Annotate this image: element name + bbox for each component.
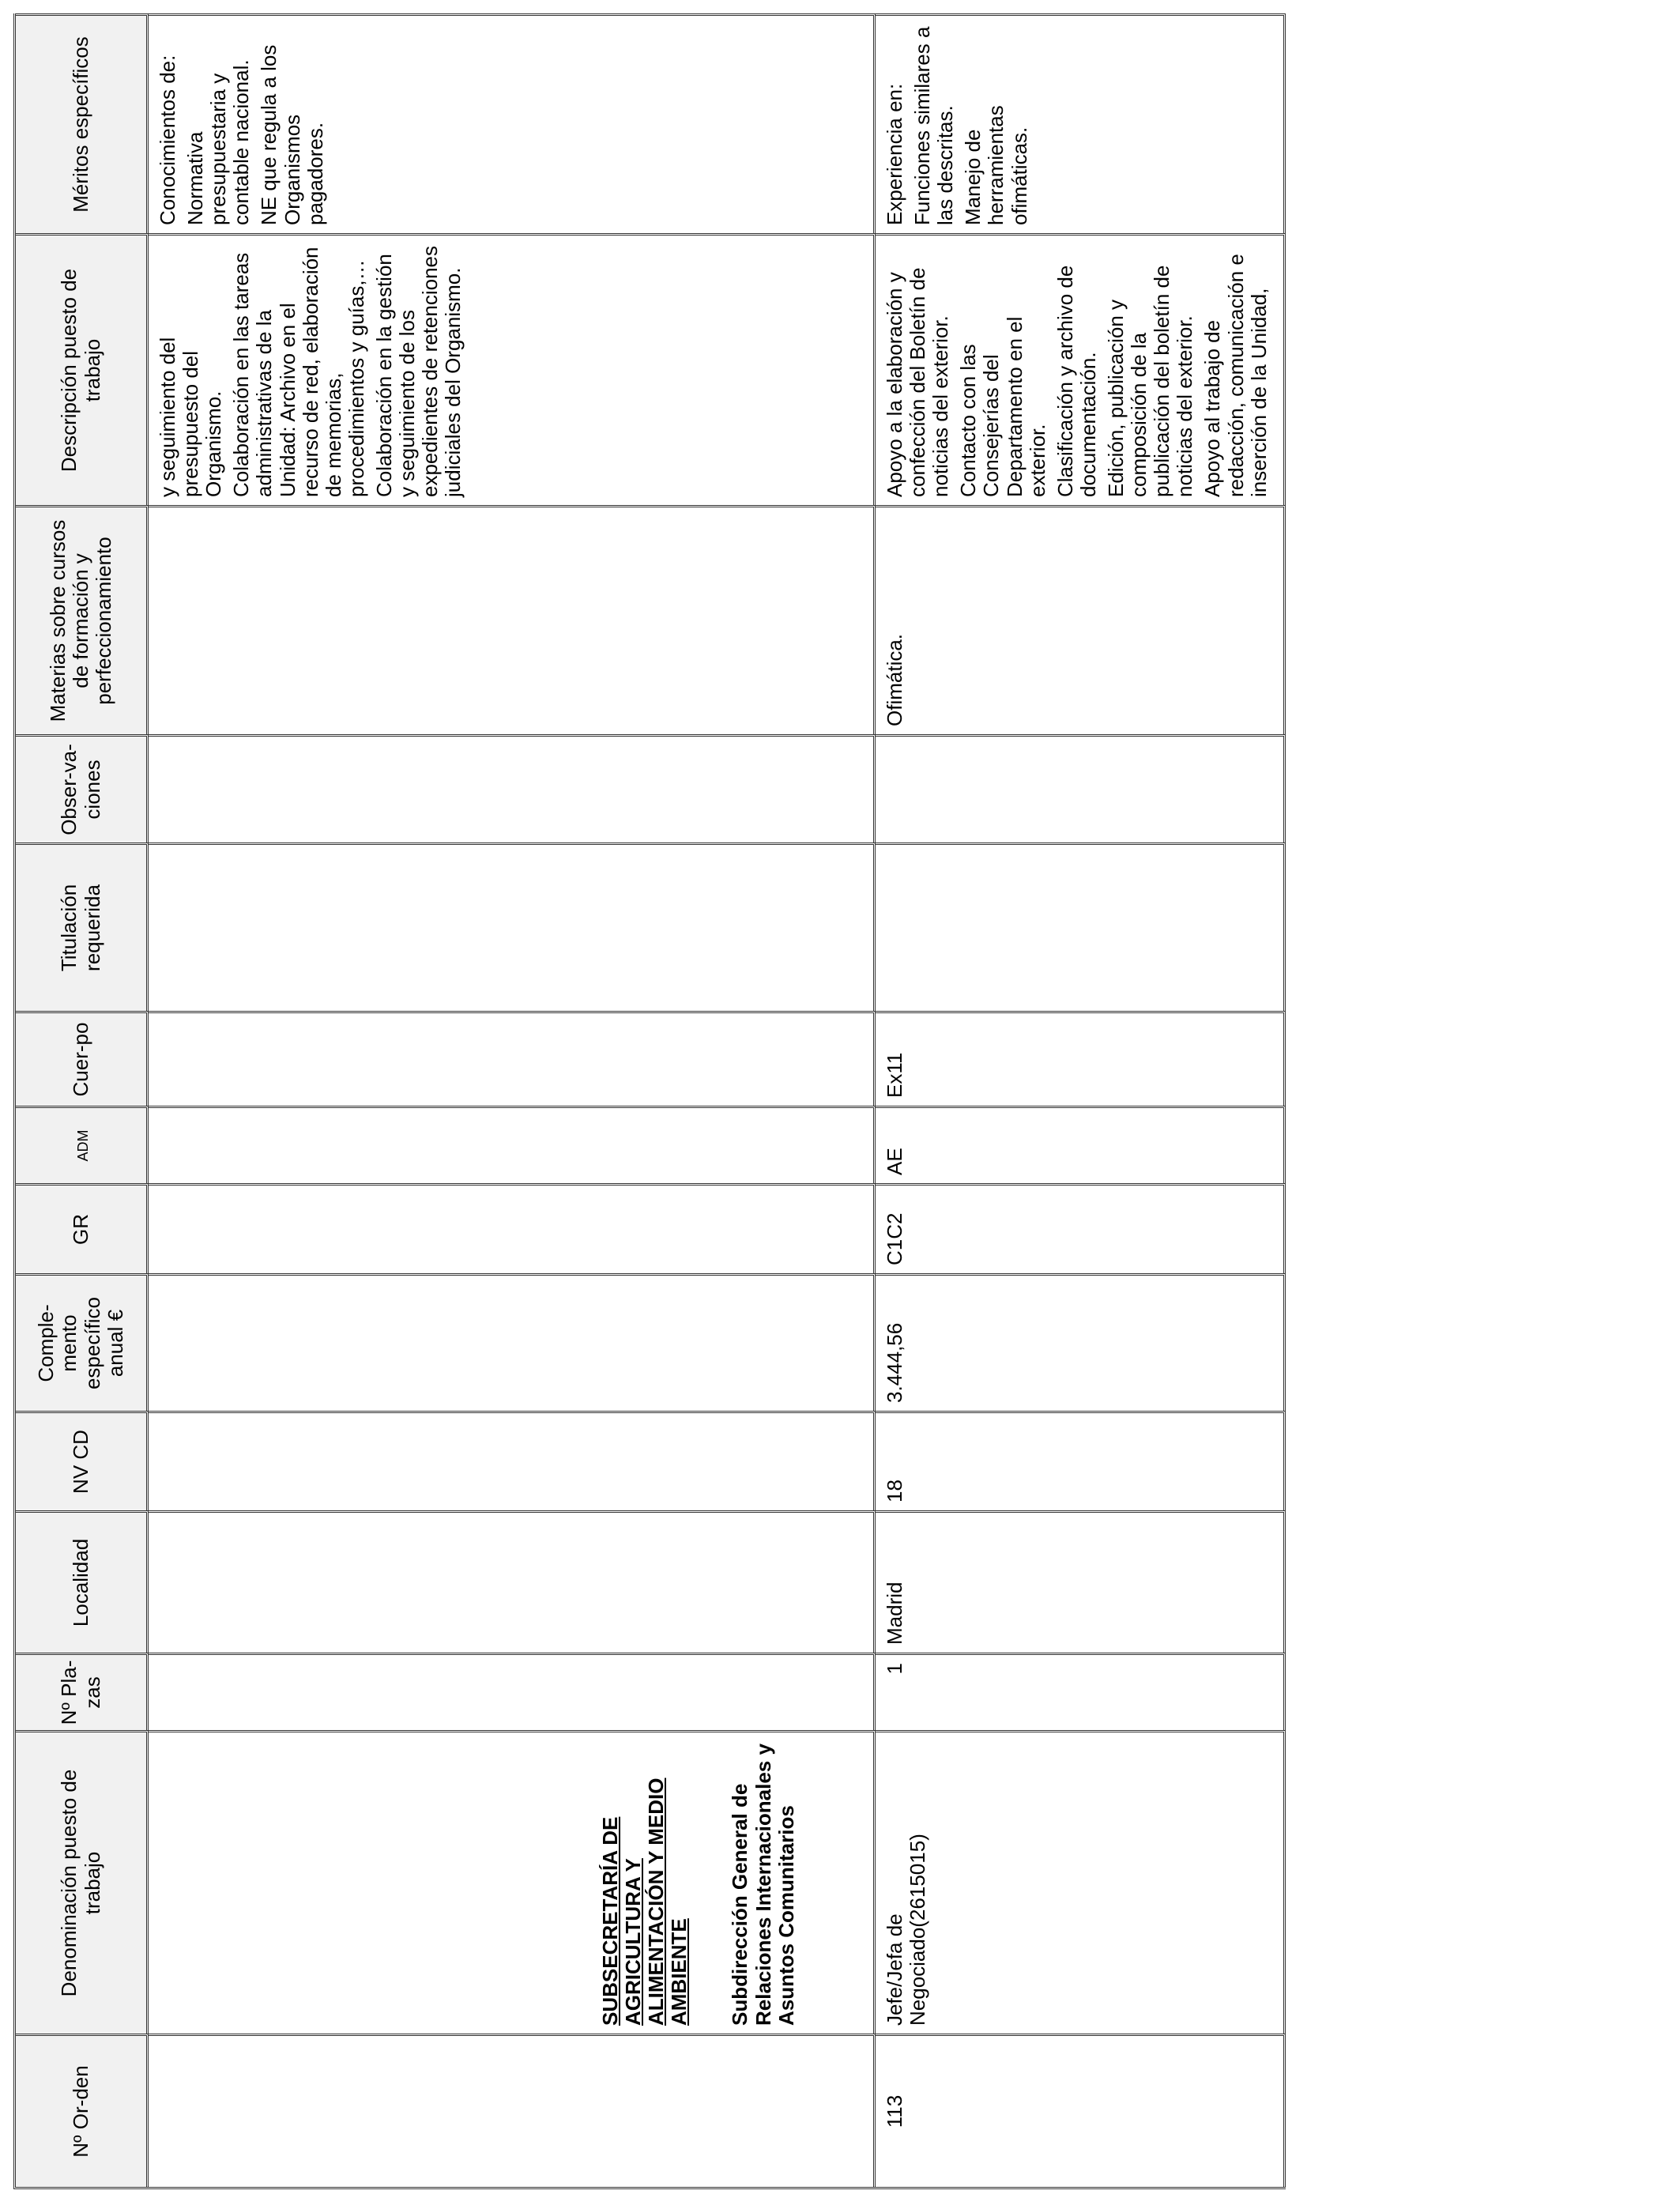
row-adm: AE [876, 1106, 1286, 1183]
header-row [16, 13, 149, 2187]
header-adm-label: ADM [74, 1129, 91, 1162]
cont-desc-line: Colaboración en la gestión y seguimiento de los expedientes de retenciones judiciales del Organismo. [371, 245, 465, 497]
row-localidad: Madrid [876, 1510, 1286, 1653]
cont-descripcion [149, 233, 876, 505]
section-title: SUBSECRETARÍA DE AGRICULTURA Y ALIMENTACIÓN Y MEDIO AMBIENTE [598, 1777, 691, 2026]
header-complemento: Comple-mento específico anual € [16, 1273, 149, 1411]
row-meritos [876, 13, 1286, 233]
job-positions-table [13, 13, 1286, 2189]
section-subtitle: Subdirección General de Relaciones Internacionales y Asuntos Comunitarios [728, 1744, 798, 2026]
row-orden: 113 [876, 2034, 1286, 2187]
row-titulacion [876, 843, 1286, 1011]
cont-merit-line: NE que regula a los Organismos pagadores. [257, 44, 327, 225]
row-desc-line: Apoyo a la elaboración y confección del Boletín de noticias del exterior. [883, 267, 953, 497]
row-merit-line: Manejo de herramientas ofimáticas. [961, 105, 1031, 225]
header-denominacion: Denominación puesto de trabajo [16, 1730, 149, 2034]
cont-plazas [149, 1653, 876, 1730]
cont-cuerpo [149, 1011, 876, 1106]
cont-titulacion [149, 843, 876, 1011]
cont-meritos [149, 13, 876, 233]
cont-materias [149, 505, 876, 734]
cont-orden [149, 2034, 876, 2187]
header-titulacion: Titulación requerida [16, 843, 149, 1011]
row-descripcion [876, 233, 1286, 505]
row-denominacion [876, 1730, 1286, 2034]
cont-complemento [149, 1273, 876, 1411]
row-nivel: 18 [876, 1411, 1286, 1510]
row-observaciones [876, 734, 1286, 843]
cont-grupo [149, 1183, 876, 1273]
rotated-page [13, 16, 1398, 2189]
header-plazas: Nº Pla-zas [16, 1653, 149, 1730]
table-row-113 [876, 13, 1286, 2187]
header-materias: Materias sobre cursos de formación y perfeccionamiento [16, 505, 149, 734]
row-grupo: C1C2 [876, 1183, 1286, 1273]
header-observaciones: Obser-va-ciones [16, 734, 149, 843]
row-desc-line: Clasificación y archivo de documentación. [1053, 265, 1100, 497]
row-complemento: 3.444,56 [876, 1273, 1286, 1411]
header-localidad: Localidad [16, 1510, 149, 1653]
header-nivel: NV CD [16, 1411, 149, 1510]
row-materias: Ofimática. [876, 505, 1286, 734]
row-merit-line: Experiencia en: [883, 83, 906, 225]
cont-adm [149, 1106, 876, 1183]
row-desc-line: Contacto con las Consejerías del Departamento en el exterior. [956, 316, 1049, 497]
row-merit-line: Funciones similares a las descritas. [910, 26, 958, 225]
cont-observaciones [149, 734, 876, 843]
row-desc-line: Edición, publicación y composición de la publicación del boletín de noticias del exterior. [1103, 265, 1197, 497]
cont-localidad [149, 1510, 876, 1653]
cont-desc-line: y seguimiento del presupuesto del Organismo. [156, 337, 226, 497]
header-orden: Nº Or-den [16, 2034, 149, 2187]
header-grupo: GR [16, 1183, 149, 1273]
header-adm [16, 1106, 149, 1183]
row-cuerpo: Ex11 [876, 1011, 1286, 1106]
post-name: Jefe/Jefa de Negociado(2615015) [883, 1834, 930, 2026]
cont-merit-line: Conocimientos de: [156, 55, 179, 225]
header-meritos: Méritos específicos [16, 13, 149, 233]
row-desc-line: Apoyo al trabajo de redacción, comunicación e inserción de la Unidad, [1200, 254, 1271, 497]
cont-desc-line: Colaboración en las tareas administrativas de la Unidad: Archivo en el recurso de red, elaboración de memorias, procedimientos y guías,… [229, 247, 368, 497]
cont-merit-line: Normativa presupuestaria y contable nacional. [183, 59, 254, 225]
header-cuerpo: Cuer-po [16, 1011, 149, 1106]
row-plazas: 1 [876, 1653, 1286, 1730]
cont-denominacion [149, 1730, 876, 2034]
header-descripcion: Descripción puesto de trabajo [16, 233, 149, 505]
cont-nivel [149, 1411, 876, 1510]
table-row-continuation [149, 13, 876, 2187]
